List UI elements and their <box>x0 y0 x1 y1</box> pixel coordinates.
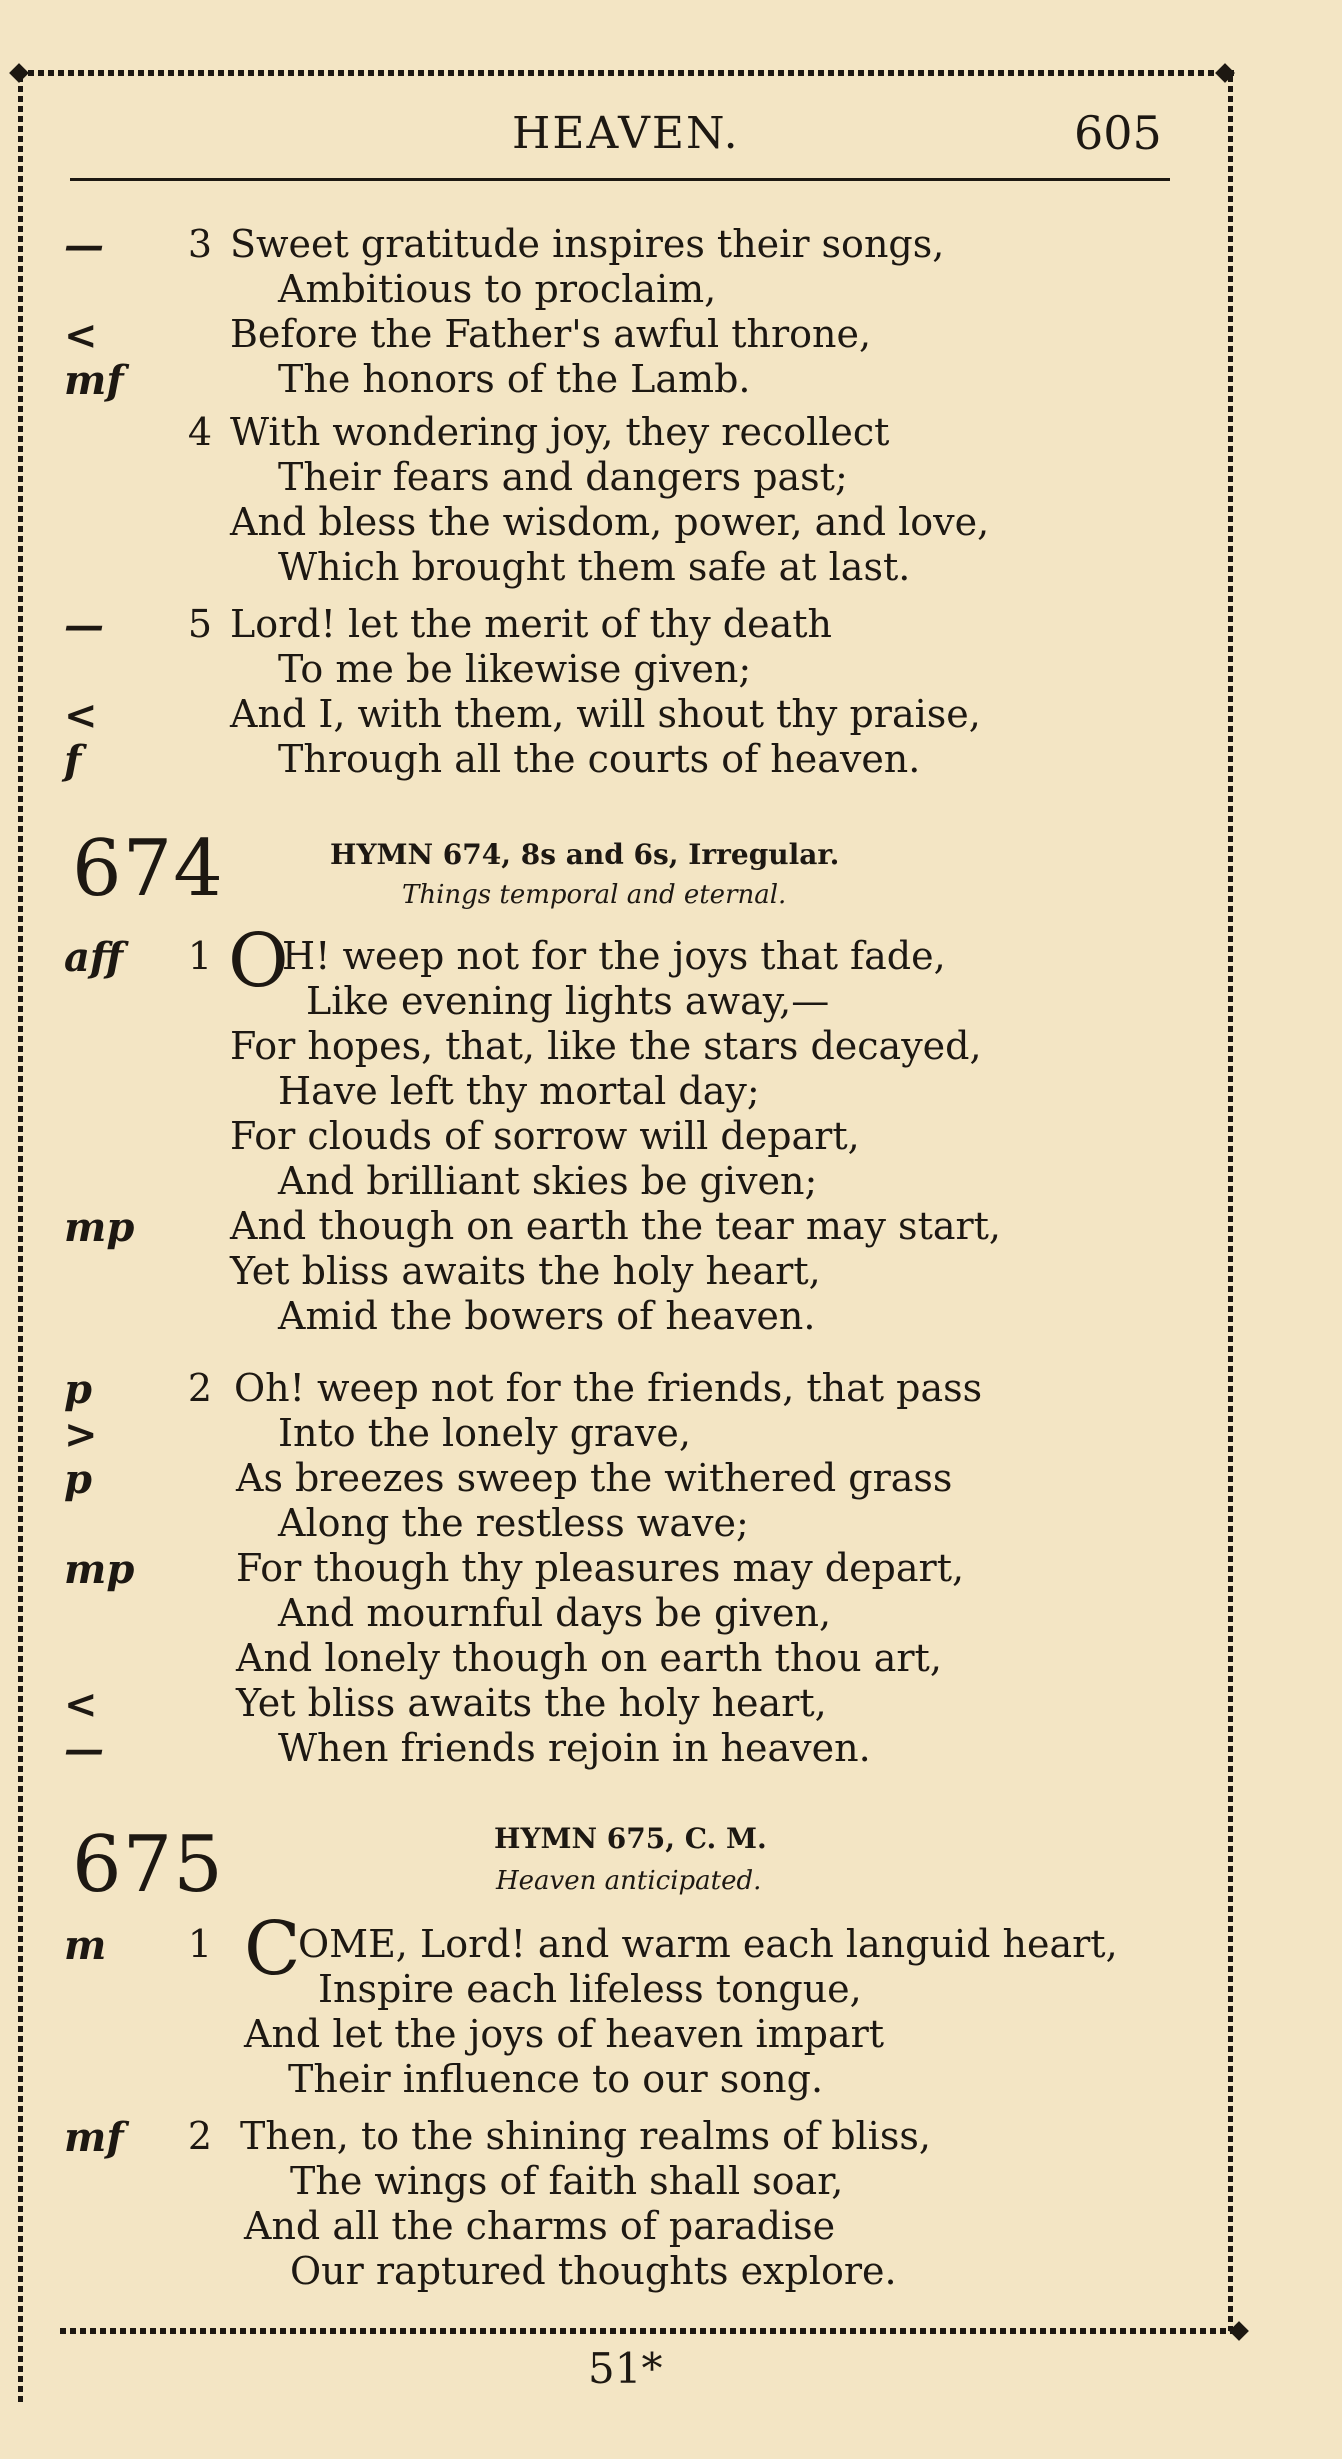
verse-line: Our raptured thoughts explore. <box>290 2249 897 2293</box>
dynamic-mark: < <box>64 312 98 359</box>
verse-line: For hopes, that, like the stars decayed, <box>230 1024 982 1068</box>
dynamic-mark: — <box>64 1726 104 1773</box>
verse-line: Then, to the shining realms of bliss, <box>240 2114 931 2158</box>
stanza-number: 4 <box>187 410 212 454</box>
hymn-title: HYMN 675, C. M. <box>494 1822 767 1855</box>
top-ornamental-border <box>18 70 1238 76</box>
verse-line: The honors of the Lamb. <box>278 357 751 401</box>
left-ornamental-border <box>18 76 23 2406</box>
page-number: 605 <box>1074 106 1162 160</box>
verse-line: And let the joys of heaven impart <box>244 2012 885 2056</box>
verse-line: And all the charms of paradise <box>244 2204 836 2248</box>
verse-line: And lonely though on earth thou art, <box>236 1636 942 1680</box>
verse-line: H! weep not for the joys that fade, <box>282 934 946 978</box>
verse-line: Before the Father's awful throne, <box>230 312 872 356</box>
verse-line: When friends rejoin in heaven. <box>278 1726 871 1770</box>
stanza-number: 1 <box>187 934 212 978</box>
dynamic-mark: — <box>64 602 104 649</box>
hymn-number: 675 <box>72 1820 224 1910</box>
dynamic-mark: mp <box>64 1546 135 1593</box>
header-rule <box>70 178 1170 181</box>
stanza-number: 1 <box>187 1922 212 1966</box>
verse-line: To me be likewise given; <box>278 647 752 691</box>
stanza-number: 5 <box>187 602 212 646</box>
verse-line: The wings of faith shall soar, <box>290 2159 844 2203</box>
verse-line: Their fears and dangers past; <box>278 455 848 499</box>
verse-line: Amid the bowers of heaven. <box>278 1294 816 1338</box>
verse-line: Sweet gratitude inspires their songs, <box>230 222 945 266</box>
verse-line: For clouds of sorrow will depart, <box>230 1114 860 1158</box>
hymn-title: HYMN 674, 8s and 6s, Irregular. <box>330 838 840 871</box>
dynamic-mark: p <box>64 1366 92 1413</box>
verse-line: And though on earth the tear may start, <box>230 1204 1002 1248</box>
dynamic-mark: f <box>64 737 82 784</box>
bottom-ornamental-border <box>60 2328 1240 2334</box>
running-head: HEAVEN. <box>512 108 740 159</box>
verse-line: As breezes sweep the withered grass <box>236 1456 953 1500</box>
verse-line: Through all the courts of heaven. <box>278 737 921 781</box>
right-ornamental-border <box>1228 76 1233 2331</box>
dynamic-mark: — <box>64 222 104 269</box>
verse-line: Along the restless wave; <box>278 1501 749 1545</box>
verse-line: Into the lonely grave, <box>278 1411 691 1455</box>
verse-line: OME, Lord! and warm each languid heart, <box>298 1922 1118 1966</box>
drop-capital: O <box>228 918 289 1004</box>
dynamic-mark: mp <box>64 1204 135 1251</box>
stanza-number: 3 <box>187 222 212 266</box>
hymn-subject: Things temporal and eternal. <box>402 880 787 910</box>
diamond-ornament-icon <box>9 63 29 83</box>
verse-line: Ambitious to proclaim, <box>278 267 717 311</box>
hymn-subject: Heaven anticipated. <box>496 1866 762 1896</box>
dynamic-mark: m <box>64 1922 107 1969</box>
verse-line: Their influence to our song. <box>288 2057 824 2101</box>
signature-mark: 51* <box>588 2344 663 2393</box>
verse-line: Have left thy mortal day; <box>278 1069 760 1113</box>
verse-line: And I, with them, will shout thy praise, <box>230 692 981 736</box>
verse-line: For though thy pleasures may depart, <box>236 1546 965 1590</box>
dynamic-mark: aff <box>64 934 124 981</box>
verse-line: Like evening lights away,— <box>306 979 830 1023</box>
dynamic-mark: mf <box>64 2114 124 2161</box>
hymn-number: 674 <box>72 824 224 914</box>
stanza-number: 2 <box>187 2114 212 2158</box>
dynamic-mark: < <box>64 1681 98 1728</box>
verse-line: And brilliant skies be given; <box>278 1159 818 1203</box>
drop-capital: C <box>244 1906 301 1992</box>
verse-line: And bless the wisdom, power, and love, <box>230 500 990 544</box>
verse-line: Which brought them safe at last. <box>278 545 911 589</box>
verse-line: Inspire each lifeless tongue, <box>318 1967 862 2011</box>
verse-line: And mournful days be given, <box>278 1591 832 1635</box>
verse-line: With wondering joy, they recollect <box>230 410 890 454</box>
verse-line: Yet bliss awaits the holy heart, <box>230 1249 821 1293</box>
verse-line: Lord! let the merit of thy death <box>230 602 832 646</box>
dynamic-mark: p <box>64 1456 92 1503</box>
verse-line: Yet bliss awaits the holy heart, <box>236 1681 827 1725</box>
stanza-number: 2 <box>187 1366 212 1410</box>
verse-line: Oh! weep not for the friends, that pass <box>234 1366 983 1410</box>
dynamic-mark: mf <box>64 357 124 404</box>
dynamic-mark: > <box>64 1411 98 1458</box>
dynamic-mark: < <box>64 692 98 739</box>
